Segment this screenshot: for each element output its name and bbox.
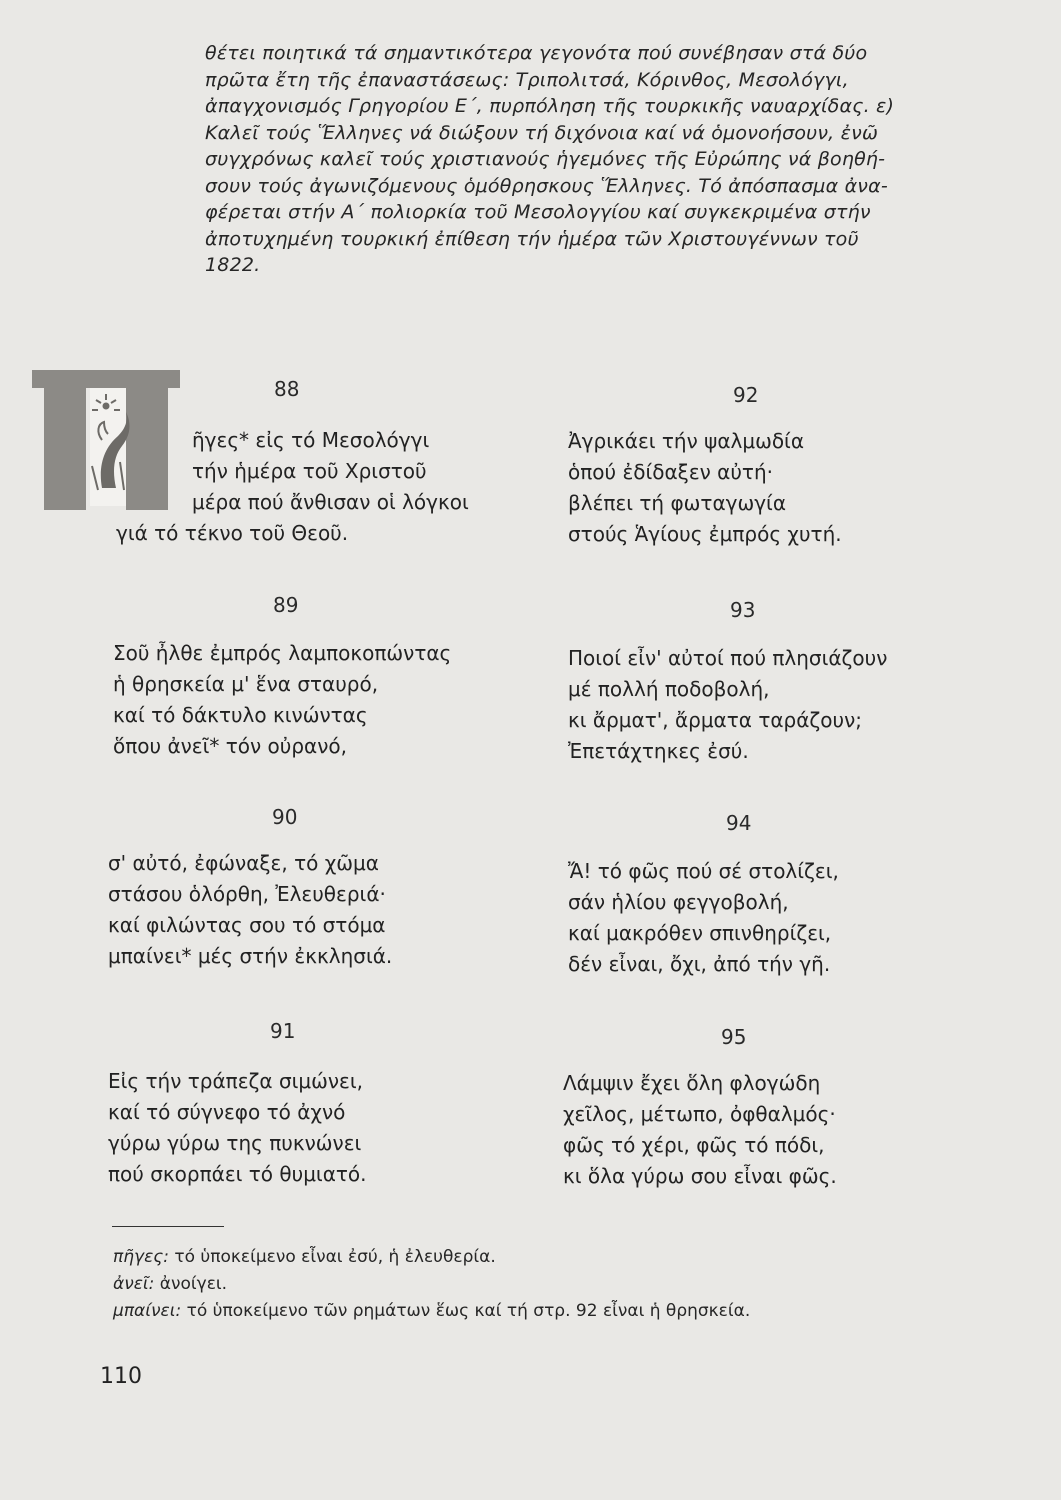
- intro-line: ἀποτυχημένη τουρκική ἐπίθεση τήν ἡμέρα τῶν Χριστουγέννων τοῦ: [205, 227, 859, 250]
- footnote: [113, 1271, 750, 1298]
- verse-line: τήν ἡμέρα τοῦ Χριστοῦ: [192, 459, 427, 483]
- verse-line: καί τό σύγνεφο τό ἀχνό: [108, 1100, 346, 1124]
- footnote-text: ἀνοίγει.: [154, 1274, 228, 1294]
- stanza-number: 90: [272, 805, 298, 829]
- stanza-number: 94: [726, 811, 752, 835]
- footnote: [113, 1244, 750, 1271]
- stanza-95: [563, 1022, 1003, 1192]
- stanza-number: 95: [721, 1025, 747, 1049]
- verse-line: ὁπού ἐδίδαξεν αὐτή·: [568, 460, 773, 484]
- page-number: 110: [100, 1364, 142, 1389]
- verse-line: φῶς τό χέρι, φῶς τό πόδι,: [563, 1133, 825, 1157]
- verse-line: δέν εἶναι, ὄχι, ἀπό τήν γῆ.: [568, 952, 831, 976]
- intro-line: φέρεται στήν Α΄ πολιορκία τοῦ Μεσολογγίου καί συγκεκριμένα στήν: [205, 201, 871, 223]
- verse-line: μέ πολλή ποδοβολή,: [568, 677, 770, 701]
- stanza-94: [568, 808, 1008, 980]
- footnote-text: τό ὑποκείμενο εἶναι ἐσύ, ἡ ἐλευθερία.: [168, 1247, 496, 1267]
- stanza-89: [113, 590, 553, 762]
- intro-line: Καλεῖ τούς Ἕλληνες νά διώξουν τή διχόνοια καί νά ὁμονοήσουν, ἐνῶ: [205, 121, 879, 144]
- verse-line: ἡ θρησκεία μ' ἕνα σταυρό,: [113, 672, 379, 696]
- footnotes: [113, 1244, 750, 1325]
- verse-line: γύρω γύρω της πυκνώνει: [108, 1131, 362, 1155]
- stanza-90: [108, 802, 548, 972]
- footnote-term: ἀνεῖ:: [113, 1274, 155, 1294]
- verse-line: μπαίνει* μές στήν ἐκκλησιά.: [108, 944, 393, 968]
- verse-line: κι ὅλα γύρω σου εἶναι φῶς.: [563, 1164, 837, 1188]
- stanza-93: [568, 595, 1008, 767]
- intro-line: ἀπαγχονισμός Γρηγορίου Ε΄, πυρπόληση τῆς τουρκικῆς ναυαρχίδας. ε): [205, 95, 895, 117]
- footnote-divider: [112, 1226, 224, 1227]
- intro-line: 1822.: [205, 254, 261, 276]
- verse-line: Ποιοί εἶν' αὐτοί πού πλησιάζουν: [568, 646, 888, 670]
- verse-line: Σοῦ ἦλθε ἐμπρός λαμποκοπώντας: [113, 641, 452, 665]
- verse-line: βλέπει τή φωταγωγία: [568, 491, 786, 515]
- footnote: [113, 1298, 750, 1325]
- verse-line: καί τό δάκτυλο κινώντας: [113, 703, 368, 727]
- intro-line: θέτει ποιητικά τά σημαντικότερα γεγονότα πού συνέβησαν στά δύο: [205, 42, 868, 64]
- stanza-91: [108, 1016, 548, 1190]
- verse-line: χεῖλος, μέτωπο, ὀφθαλμός·: [563, 1102, 836, 1126]
- verse-line: Λάμψιν ἔχει ὅλη φλογώδη: [563, 1071, 821, 1095]
- intro-line: πρῶτα ἔτη τῆς ἐπαναστάσεως: Τριπολιτσά, Κόρινθος, Μεσολόγγι,: [205, 68, 849, 91]
- verse-line: καί μακρόθεν σπινθηρίζει,: [568, 921, 832, 945]
- intro-line: συγχρόνως καλεῖ τούς χριστιανούς ἡγεμόνες τῆς Εὐρώπης νά βοηθή-: [205, 148, 886, 170]
- verse-line: Ἄ! τό φῶς πού σέ στολίζει,: [568, 859, 839, 883]
- verse-line: σάν ἡλίου φεγγοβολή,: [568, 890, 789, 914]
- verse-line: μέρα πού ἄνθισαν οἱ λόγκοι: [192, 490, 469, 514]
- footnote-text: τό ὑποκείμενο τῶν ρημάτων ἕως καί τή στρ. 92 εἶναι ἡ θρησκεία.: [181, 1301, 751, 1321]
- intro-paragraph: [205, 40, 965, 279]
- verse-line: πού σκορπάει τό θυμιατό.: [108, 1162, 367, 1186]
- stanza-88: [116, 370, 546, 560]
- verse-line: στάσου ὁλόρθη, Ἐλευθεριά·: [108, 882, 386, 906]
- verse-line: κι ἄρματ', ἄρματα ταράζουν;: [568, 708, 863, 732]
- verse-line: Ἀγρικάει τήν ψαλμωδία: [568, 429, 805, 453]
- stanza-92: [568, 380, 1008, 550]
- verse-line: ῆγες* εἰς τό Μεσολόγγι: [192, 428, 430, 452]
- verse-line: στούς Ἁγίους ἐμπρός χυτή.: [568, 522, 842, 546]
- verse-line: Εἰς τήν τράπεζα σιμώνει,: [108, 1069, 363, 1093]
- verse-line: σ' αὐτό, ἐφώναξε, τό χῶμα: [108, 851, 379, 875]
- verse-line: ὅπου ἀνεῖ* τόν οὐρανό,: [113, 734, 347, 758]
- verse-line: Ἐπετάχτηκες ἐσύ.: [568, 739, 749, 763]
- verse-line: καί φιλώντας σου τό στόμα: [108, 913, 386, 937]
- verse-line: γιά τό τέκνο τοῦ Θεοῦ.: [116, 521, 349, 545]
- stanza-number: 89: [273, 593, 299, 617]
- footnote-term: μπαίνει:: [113, 1301, 182, 1321]
- stanza-number: 93: [730, 598, 756, 622]
- intro-line: σουν τούς ἀγωνιζόμενους ὁμόθρησκους Ἕλληνες. Τό ἀπόσπασμα ἀνα-: [205, 174, 888, 197]
- footnote-term: πῆγες:: [113, 1247, 169, 1267]
- stanza-number: 88: [274, 377, 300, 401]
- stanza-number: 92: [733, 383, 759, 407]
- stanza-number: 91: [270, 1019, 296, 1043]
